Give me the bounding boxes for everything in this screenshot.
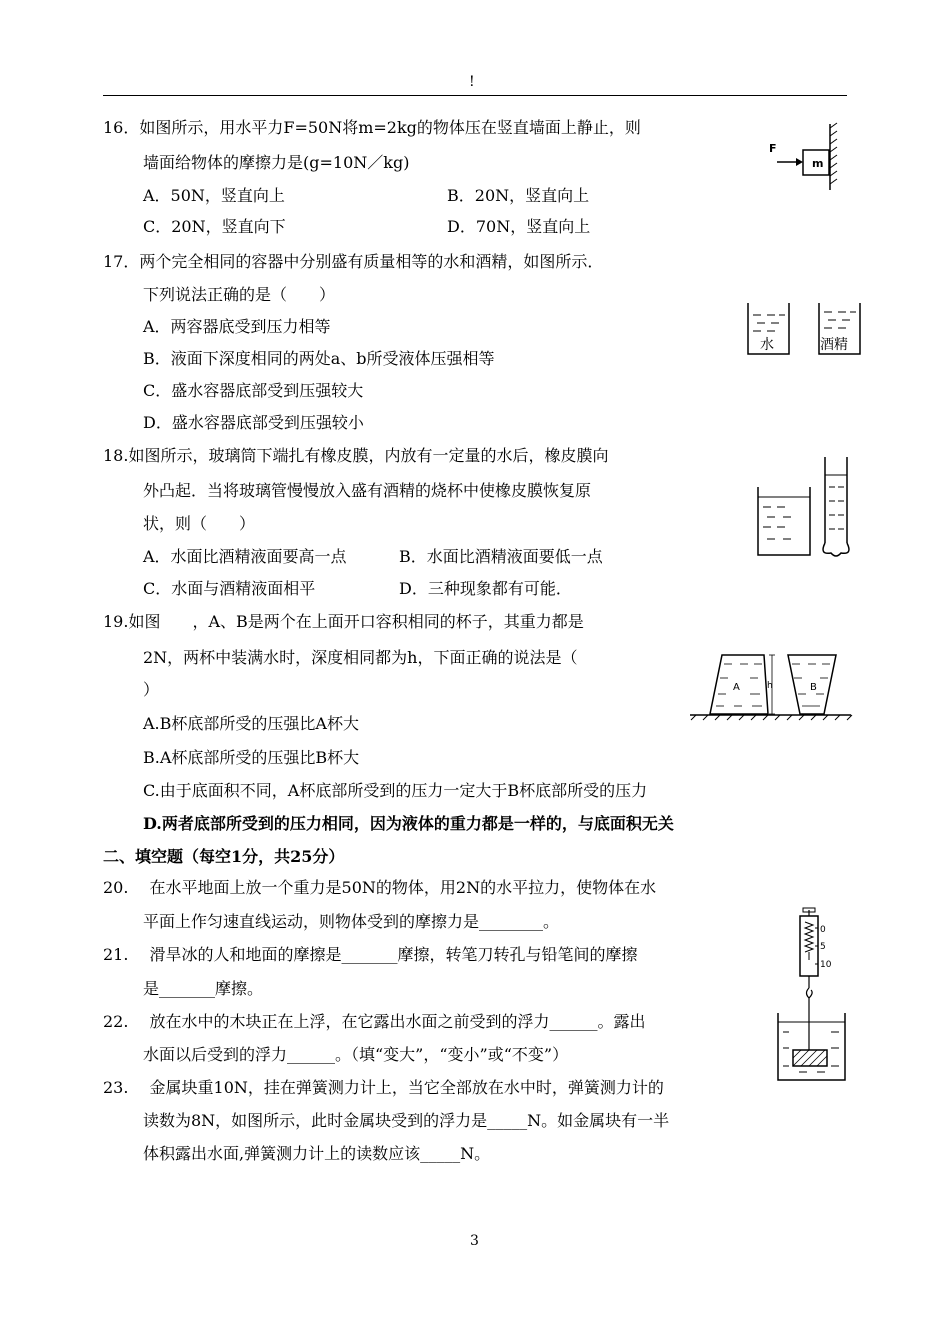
section2-title: 二、填空题（每空1分，共25分）	[103, 847, 345, 866]
q18-figure	[755, 455, 855, 560]
q19-option-b: B.A杯底部所受的压强比B杯大	[143, 748, 360, 767]
q16-figure	[765, 122, 845, 192]
q18-option-c: C．水面与酒精液面相平	[143, 579, 316, 598]
q17-line1: 17．两个完全相同的容器中分别盛有质量相等的水和酒精，如图所示．	[103, 252, 604, 271]
q19-cup-a-label: A	[733, 682, 740, 693]
q19-option-c: C.由于底面积不同，A杯底部所受到的压力一定大于B杯底部所受的压力	[143, 781, 648, 800]
q20-line1: 20. 在水平地面上放一个重力是50N的物体，用2N的水平拉力，使物体在水	[103, 878, 657, 897]
q18-line1: 18.如图所示，玻璃筒下端扎有橡皮膜，内放有一定量的水后，橡皮膜向	[103, 446, 609, 465]
q17-option-b: B．液面下深度相同的两处a、b所受液体压强相等	[143, 349, 495, 368]
q19-height-label: h	[767, 681, 773, 691]
q19-option-a: A.B杯底部所受的压强比A杯大	[143, 714, 359, 733]
q19-figure	[688, 650, 853, 720]
q23-line1: 23. 金属块重10N，挂在弹簧测力计上，当它全部放在水中时，弹簧测力计的	[103, 1078, 664, 1097]
q16-force-label: F	[769, 142, 777, 155]
q23-line2: 读数为8N，如图所示，此时金属块受到的浮力是_____N。如金属块有一半	[143, 1111, 670, 1130]
q17-option-a: A．两容器底受到压力相等	[143, 317, 331, 336]
q18-option-b: B．水面比酒精液面要低一点	[399, 547, 603, 566]
q23-tick-10: 10	[820, 960, 832, 970]
q22-line1: 22. 放在水中的木块正在上浮，在它露出水面之前受到的浮力______。露出	[103, 1012, 646, 1031]
q18-line2: 外凸起．当将玻璃管慢慢放入盛有酒精的烧杯中使橡皮膜恢复原	[143, 481, 592, 500]
q16-mass-label: m	[812, 157, 824, 170]
q17-option-c: C．盛水容器底部受到压强较大	[143, 381, 364, 400]
q18-option-d: D．三种现象都有可能．	[399, 579, 572, 598]
q16-line1: 16．如图所示，用水平力F=50N将m=2kg的物体压在竖直墙面上静止，则	[103, 118, 641, 137]
q19-option-d: D.两者底部所受到的压力相同，因为液体的重力都是一样的，与底面积无关	[143, 814, 674, 833]
q16-option-d: D．70N，竖直向上	[447, 217, 591, 236]
header-rule	[103, 95, 847, 96]
q23-tick-0: 0	[820, 925, 826, 935]
q17-alcohol-label: 酒精	[820, 337, 848, 353]
q16-option-a: A．50N，竖直向上	[143, 186, 285, 205]
q16-line2: 墙面给物体的摩擦力是(g=10N／kg)	[143, 153, 410, 172]
q19-cup-b-label: B	[810, 682, 817, 693]
q17-figure	[745, 300, 860, 358]
q23-line3: 体积露出水面,弹簧测力计上的读数应该_____N。	[143, 1144, 491, 1163]
q17-water-label: 水	[760, 337, 774, 353]
q21-line1: 21. 滑旱冰的人和地面的摩擦是_______摩擦，转笔刀转孔与铅笔间的摩擦	[103, 945, 638, 964]
header-mark: !	[469, 74, 475, 90]
q23-figure	[775, 908, 850, 1083]
q16-option-b: B．20N，竖直向上	[447, 186, 590, 205]
q19-line2: 2N，两杯中装满水时，深度相同都为h，下面正确的说法是（	[143, 648, 578, 667]
q19-line3: ）	[143, 680, 160, 699]
q19-line1: 19.如图 ，A、B是两个在上面开口容积相同的杯子，其重力都是	[103, 612, 584, 631]
q18-option-a: A．水面比酒精液面要高一点	[143, 547, 347, 566]
q18-line3: 状，则（ ）	[143, 514, 256, 533]
q20-line2: 平面上作匀速直线运动，则物体受到的摩擦力是________。	[143, 912, 560, 931]
q17-option-d: D．盛水容器底部受到压强较小	[143, 413, 364, 432]
q16-option-c: C．20N，竖直向下	[143, 217, 286, 236]
q17-line2: 下列说法正确的是（ ）	[143, 285, 336, 304]
q23-tick-5: 5	[820, 942, 826, 952]
page-number: 3	[470, 1233, 479, 1249]
q22-line2: 水面以后受到的浮力______。（填“变大”，“变小”或“不变”）	[143, 1045, 569, 1064]
q21-line2: 是_______摩擦。	[143, 979, 264, 998]
